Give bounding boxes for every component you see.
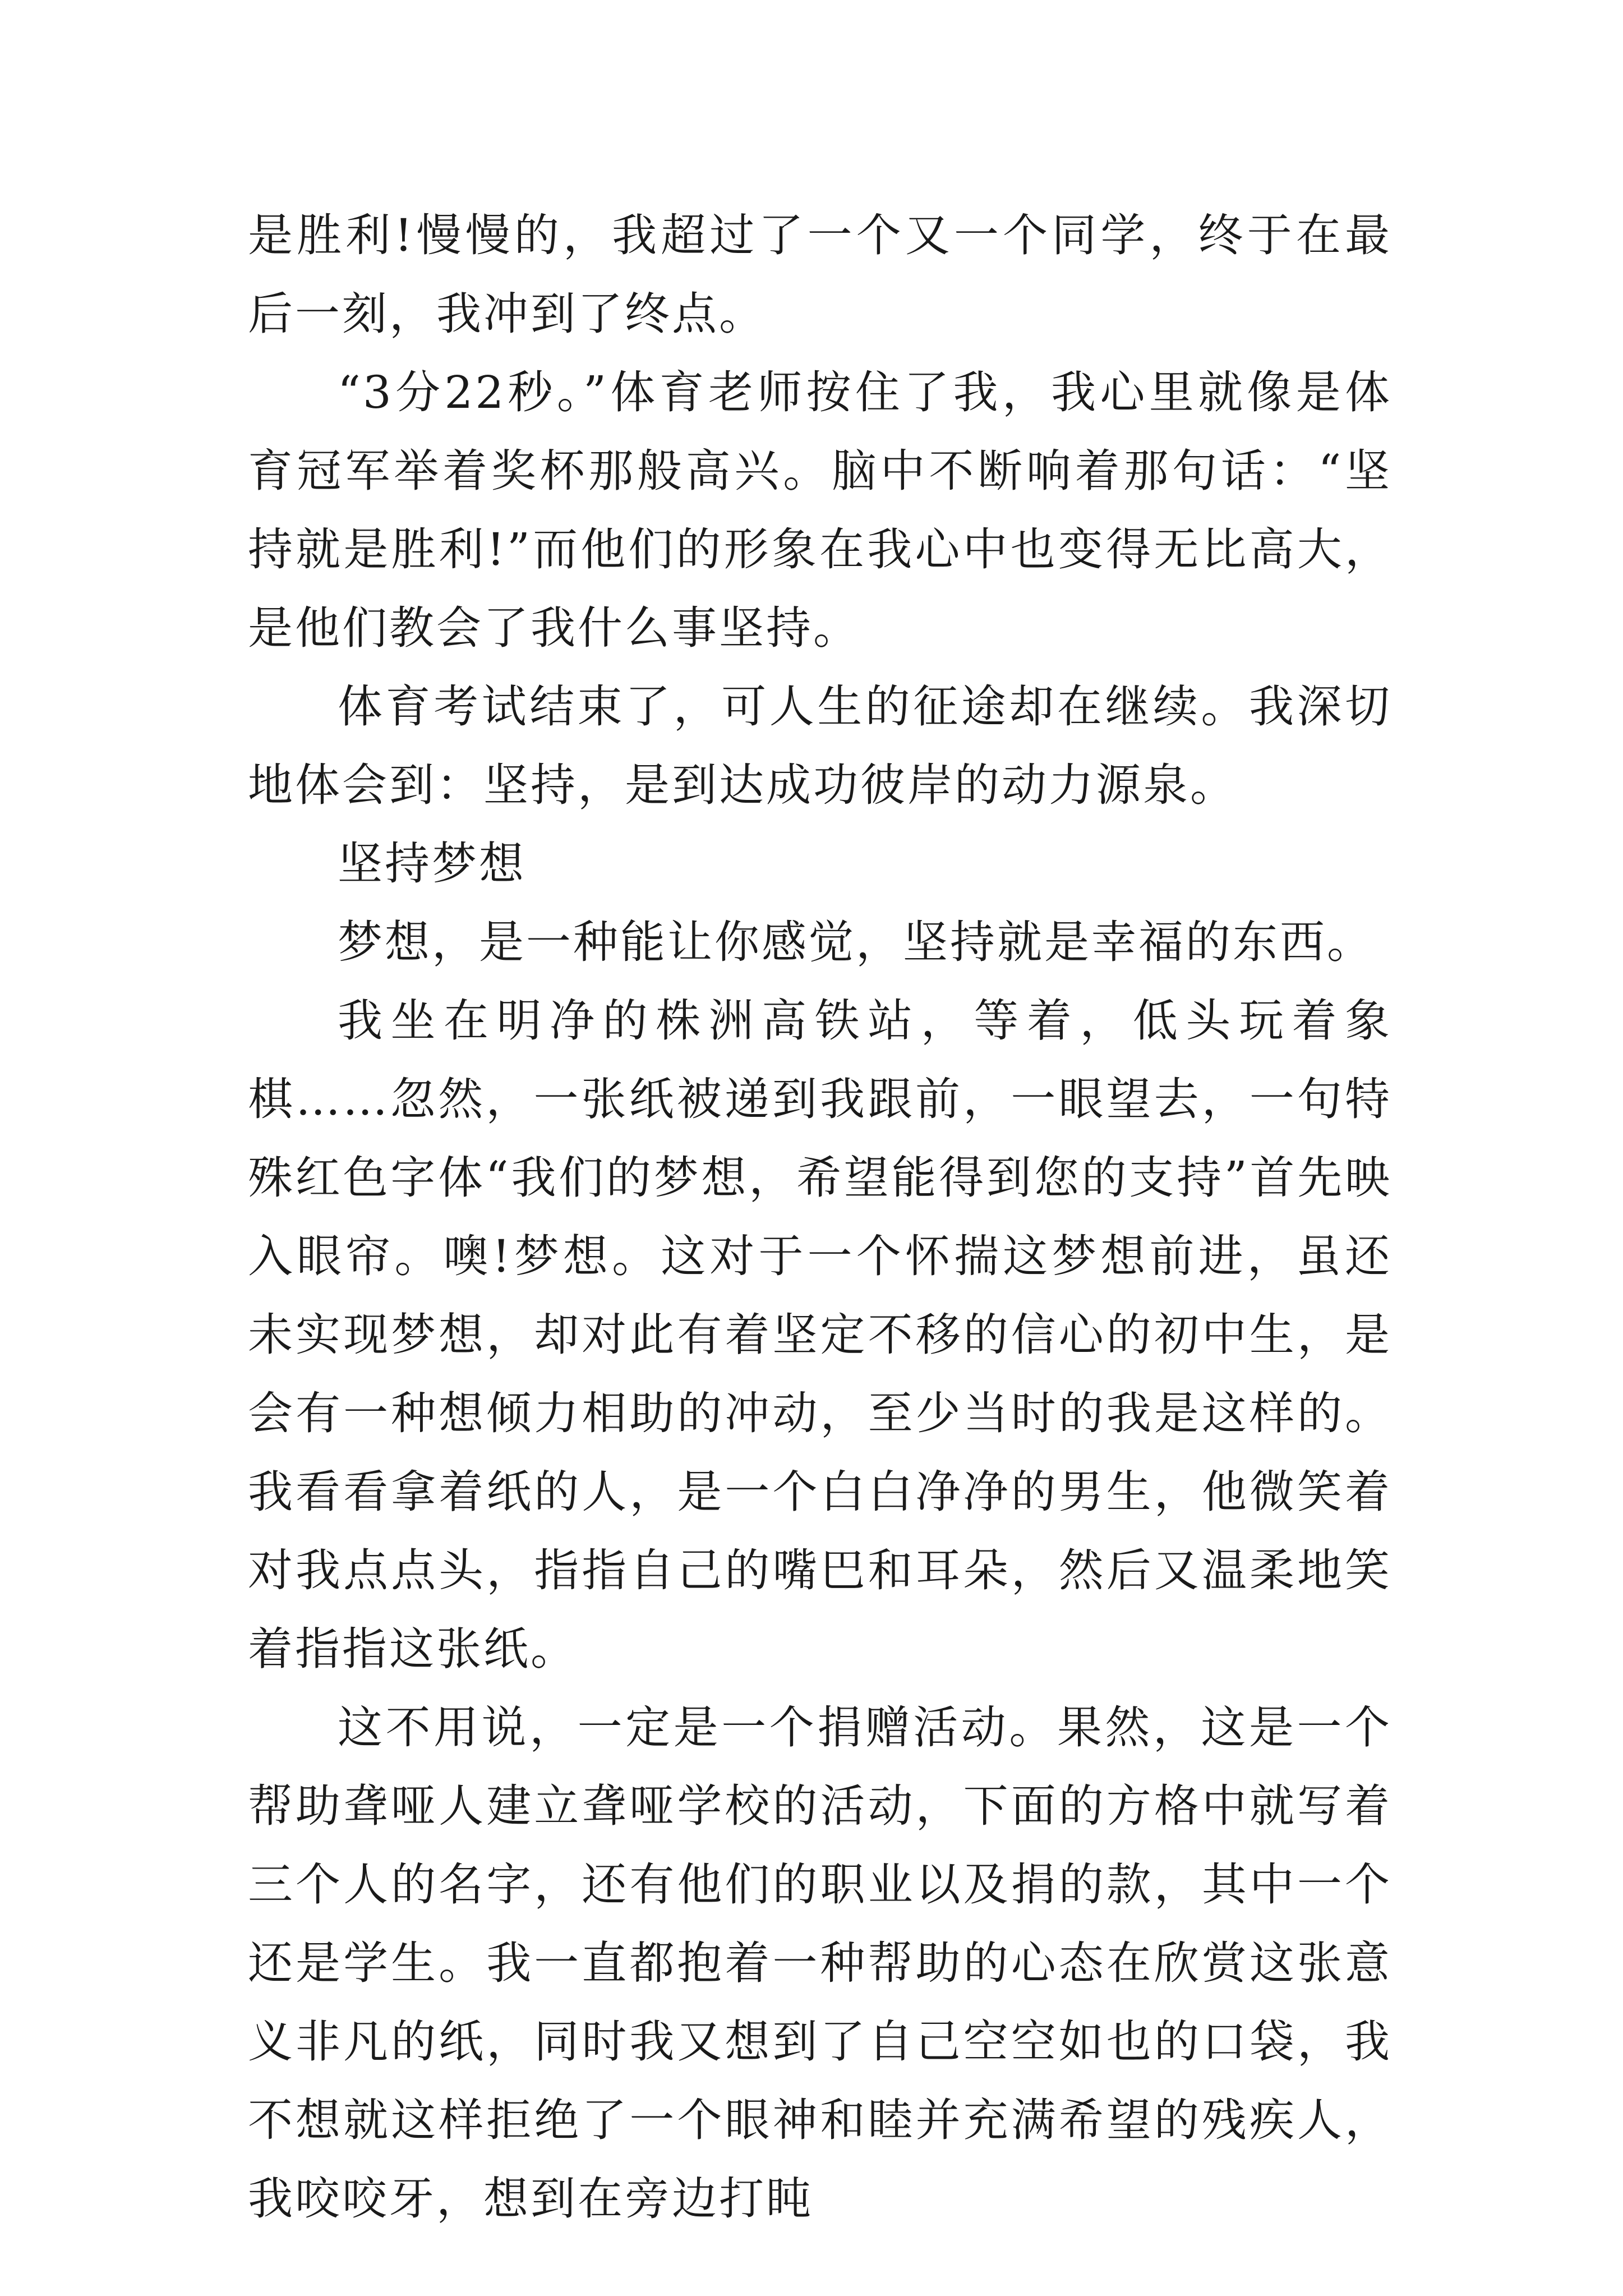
paragraph-5: 梦想，是一种能让你感觉，坚持就是幸福的东西。	[338, 916, 1374, 968]
document-body	[248, 196, 1392, 2238]
paragraph-3: 体育考试结束了，可人生的征途却在继续。我深切地体会到：坚持，是到达成功彼岸的动力源泉。	[248, 680, 1392, 811]
paragraph-7: 这不用说，一定是一个捐赠活动。果然，这是一个帮助聋哑人建立聋哑学校的活动，下面的方格中就写着三个人的名字，还有他们的职业以及捐的款，其中一个还是学生。我一直都抱着一种帮助的心态在欣赏这张意义非凡的纸，同时我又想到了自己空空如也的口袋，我不想就这样拒绝了一个眼神和睦并充满希望的残疾人，我咬咬牙，想到在旁边打盹	[248, 1701, 1392, 2225]
paragraph-2: “3分22秒。”体育老师按住了我，我心里就像是体育冠军举着奖杯那般高兴。脑中不断响着那句话：“坚持就是胜利!”而他们的形象在我心中也变得无比高大，是他们教会了我什么事坚持。	[248, 366, 1392, 654]
paragraph-1: 是胜利!慢慢的，我超过了一个又一个同学，终于在最后一刻，我冲到了终点。	[248, 209, 1392, 340]
section-heading: 坚持梦想	[338, 838, 526, 890]
paragraph-6: 我坐在明净的株洲高铁站，等着，低头玩着象棋……忽然，一张纸被递到我跟前，一眼望去，一句特殊红色字体“我们的梦想，希望能得到您的支持”首先映入眼帘。噢!梦想。这对于一个怀揣这梦想前进，虽还未实现梦想，却对此有着坚定不移的信心的初中生，是会有一种想倾力相助的冲动，至少当时的我是这样的。我看看拿着纸的人，是一个白白净净的男生，他微笑着对我点点头，指指自己的嘴巴和耳朵，然后又温柔地笑着指指这张纸。	[248, 995, 1392, 1675]
